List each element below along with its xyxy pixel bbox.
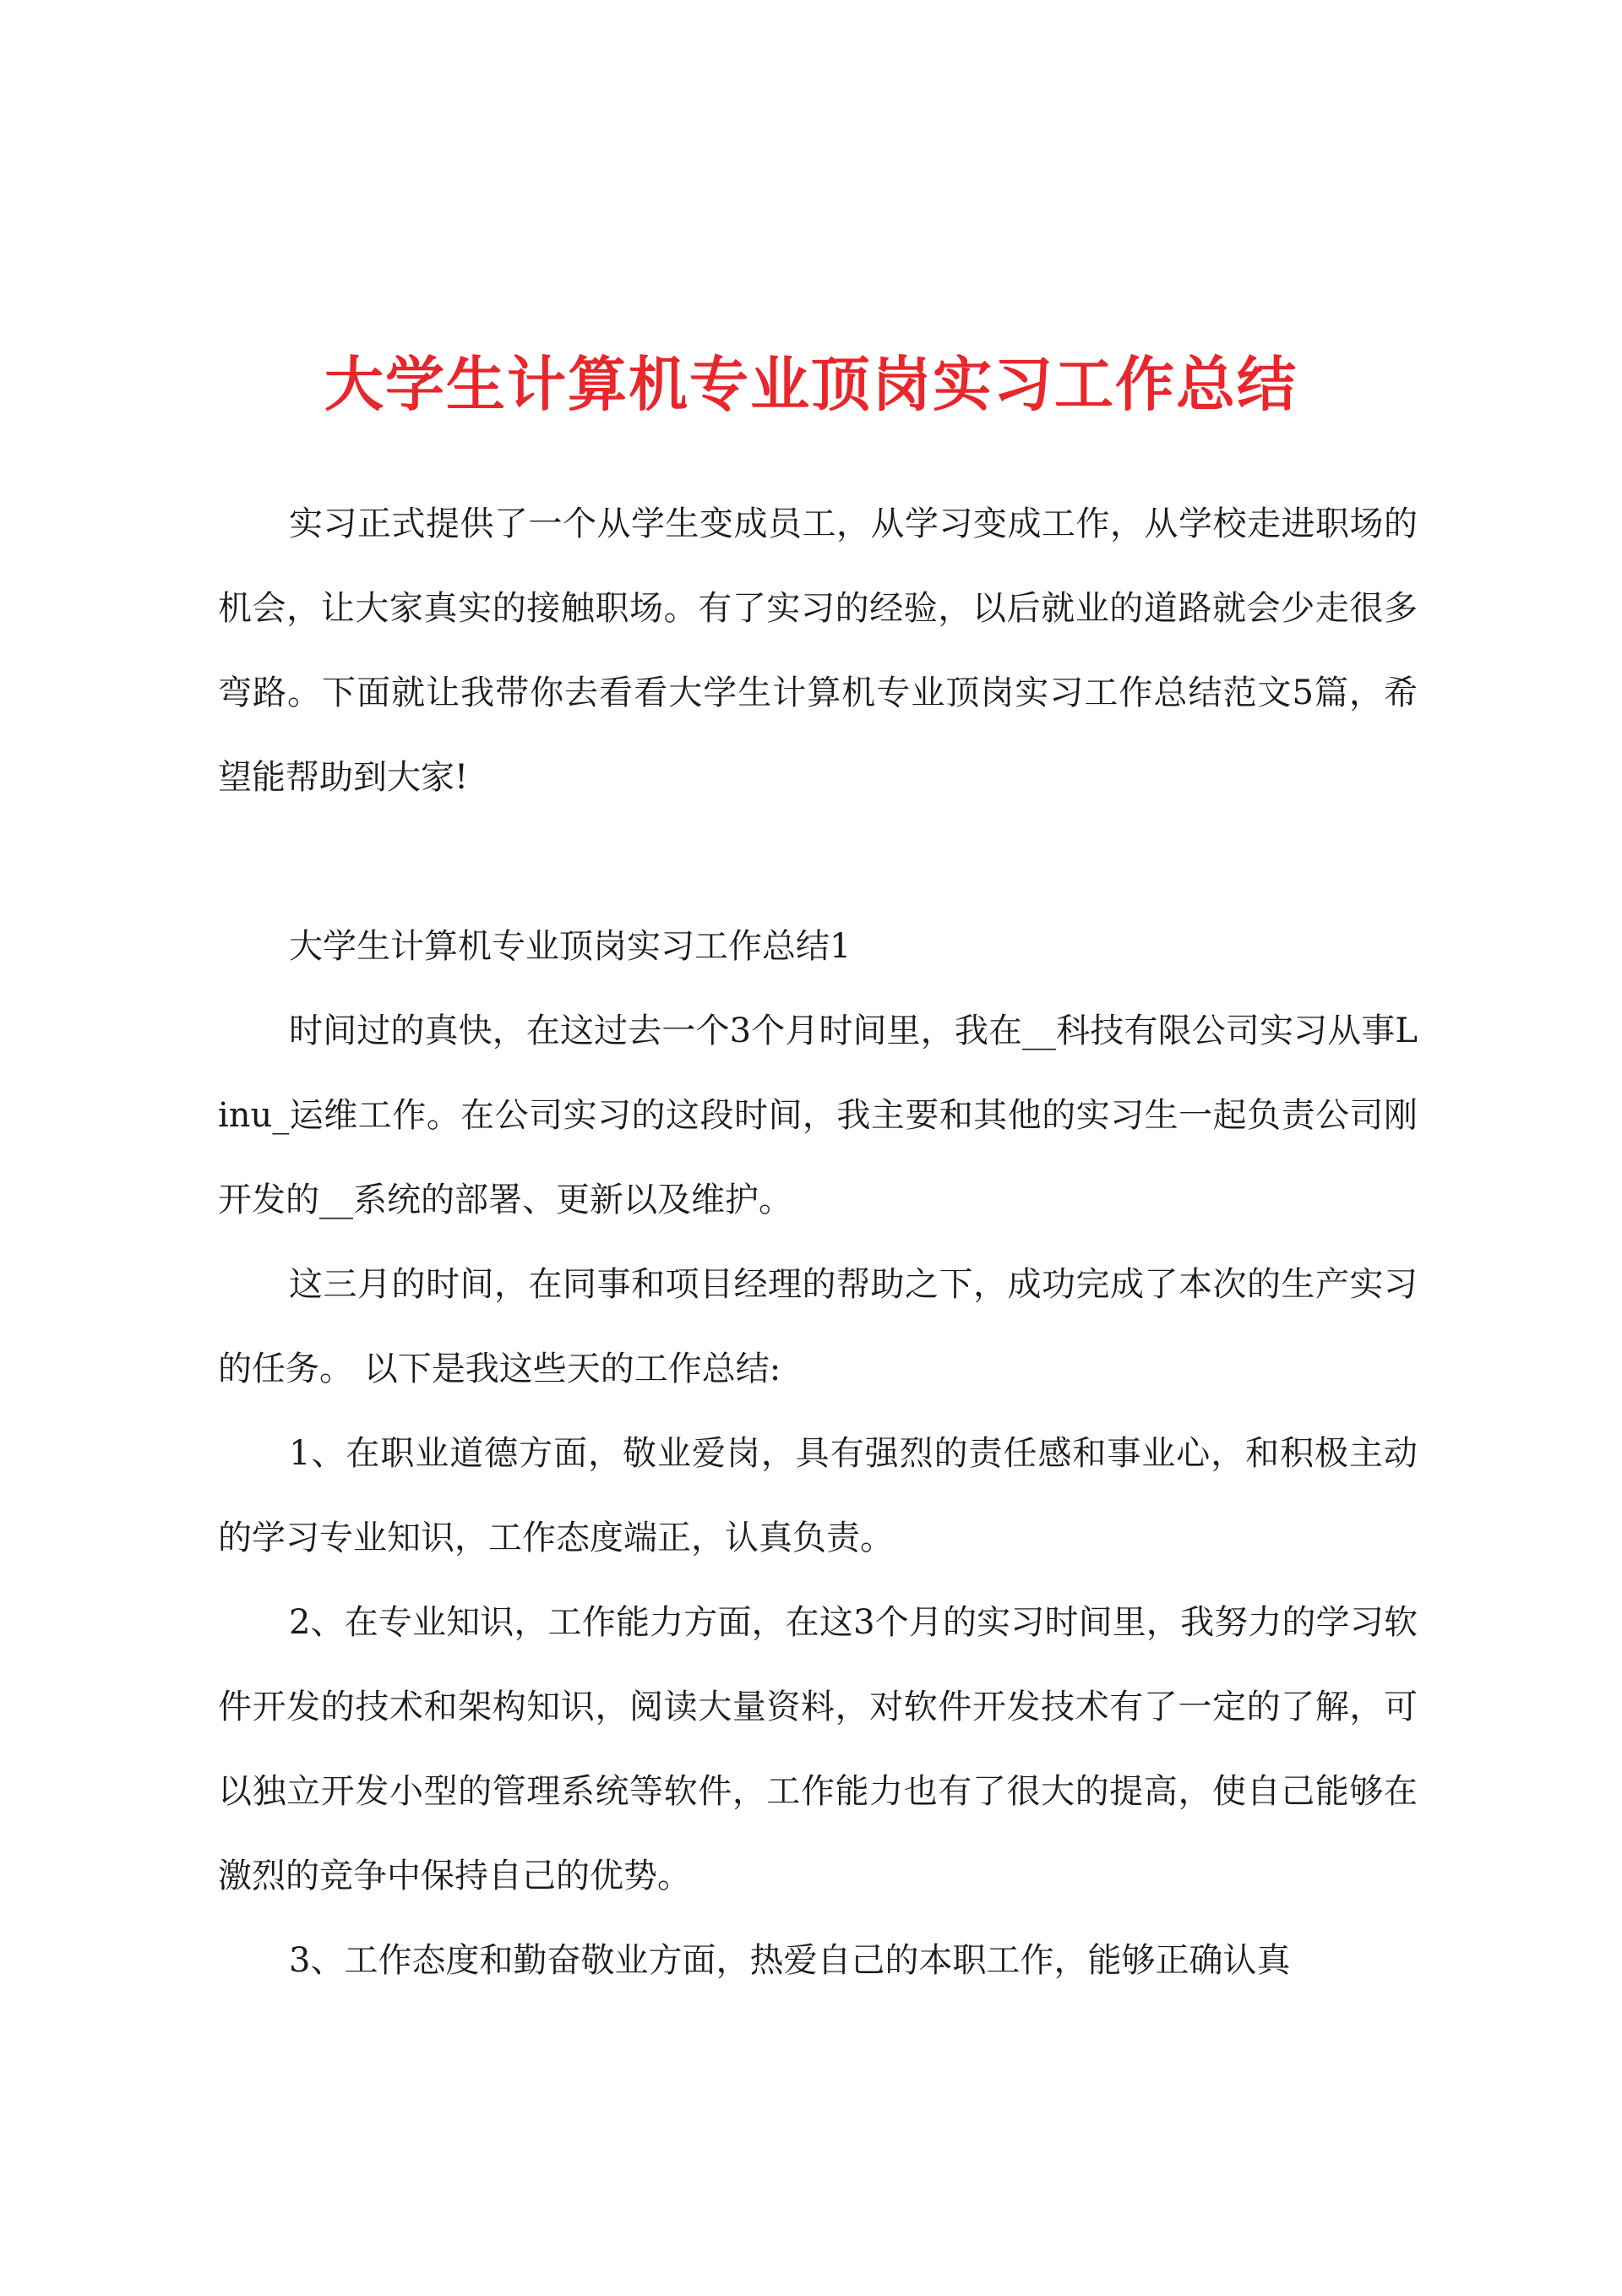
body-paragraph-2: 这三月的时间，在同事和项目经理的帮助之下，成功完成了本次的生产实习的任务。 以下是我这些天的工作总结: xyxy=(218,1265,1418,1388)
section-heading: 大学生计算机专业顶岗实习工作总结1 xyxy=(289,927,852,966)
body-paragraph-5: 3、工作态度和勤奋敬业方面，热爱自己的本职工作，能够正确认真 xyxy=(289,1941,1291,1980)
intro-paragraph: 实习正式提供了一个从学生变成员工，从学习变成工作，从学校走进职场的机会，让大家真实的接触职场。有了实习的经验，以后就业的道路就会少走很多弯路。下面就让我带你去看看大学生计算机专业顶岗实习工作总结范文5篇，希望能帮助到大家! xyxy=(218,504,1418,797)
body-paragraph-4: 2、在专业知识，工作能力方面，在这3个月的实习时间里，我努力的学习软件开发的技术和架构知识，阅读大量资料，对软件开发技术有了一定的了解，可以独立开发小型的管理系统等软件，工作能力也有了很大的提高，使自己能够在激烈的竞争中保持自己的优势。 xyxy=(218,1603,1418,1895)
body-paragraph-1: 时间过的真快，在这过去一个3个月时间里，我在__科技有限公司实习从事Linu_运维工作。在公司实习的这段时间，我主要和其他的实习生一起负责公司刚开发的__系统的部署、更新以及维护。 xyxy=(218,1012,1418,1219)
document-title: 大学生计算机专业顶岗实习工作总结 xyxy=(324,349,1298,419)
body-paragraph-3: 1、在职业道德方面，敬业爱岗，具有强烈的责任感和事业心，和积极主动的学习专业知识，工作态度端正，认真负责。 xyxy=(218,1434,1418,1557)
